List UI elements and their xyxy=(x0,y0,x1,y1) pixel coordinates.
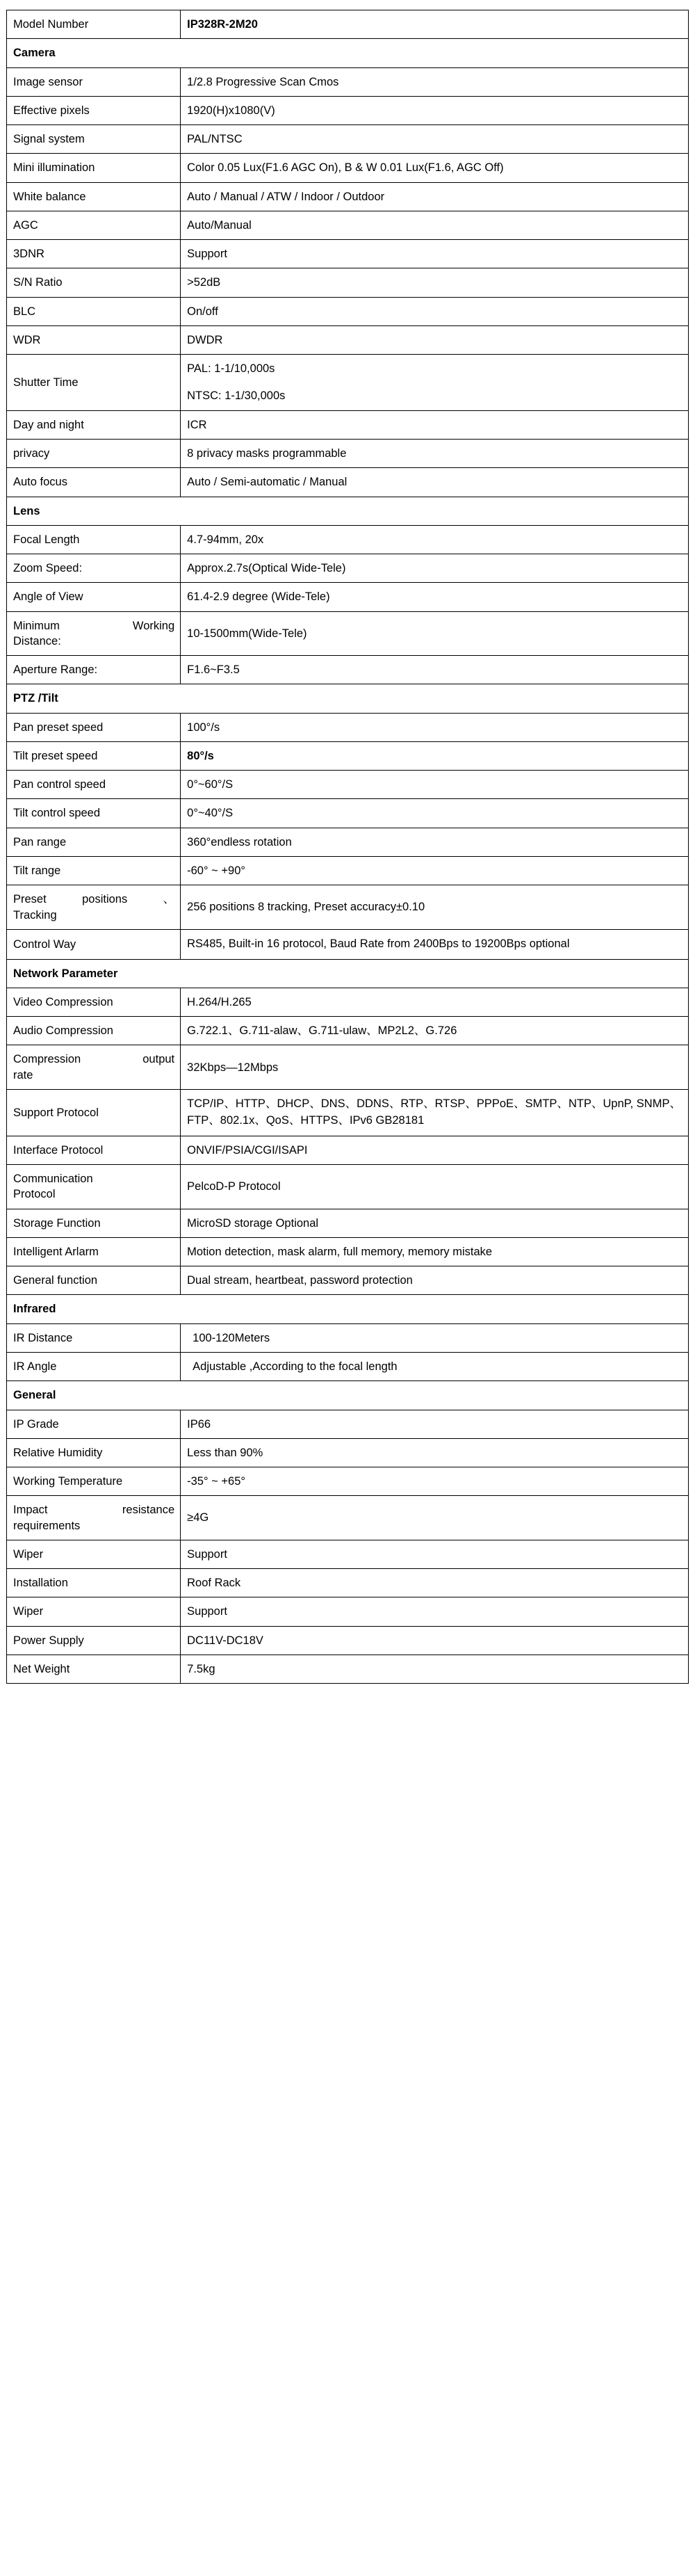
table-row xyxy=(7,10,689,39)
table-row xyxy=(7,240,689,268)
spec-value: Support xyxy=(181,240,689,268)
spec-value: PelcoD-P Protocol xyxy=(181,1165,689,1209)
spec-value: RS485, Built-in 16 protocol, Baud Rate from 2400Bps to 19200Bps optional xyxy=(181,929,689,959)
table-row xyxy=(7,1165,689,1209)
spec-value-line-1: PAL: 1-1/10,000s xyxy=(187,362,275,376)
spec-label: Auto focus xyxy=(7,468,181,497)
spec-value: 0°~40°/S xyxy=(181,799,689,828)
spec-value: IP66 xyxy=(181,1410,689,1438)
spec-label xyxy=(7,885,181,930)
table-row xyxy=(7,67,689,96)
spec-value: 360°endless rotation xyxy=(181,828,689,856)
spec-label: Video Compression xyxy=(7,988,181,1016)
spec-value: -35° ~ +65° xyxy=(181,1467,689,1496)
spec-value: MicroSD storage Optional xyxy=(181,1209,689,1237)
spec-value: 4.7-94mm, 20x xyxy=(181,525,689,554)
spec-value: -60° ~ +90° xyxy=(181,856,689,885)
table-row xyxy=(7,554,689,583)
spec-value: Less than 90% xyxy=(181,1438,689,1467)
spec-label: Day and night xyxy=(7,410,181,439)
spec-value: Auto/Manual xyxy=(181,211,689,239)
table-row xyxy=(7,1438,689,1467)
spec-value-line-2: NTSC: 1-1/30,000s xyxy=(187,389,286,403)
table-row xyxy=(7,611,689,656)
spec-label: Effective pixels xyxy=(7,96,181,124)
spec-value: 1/2.8 Progressive Scan Cmos xyxy=(181,67,689,96)
spec-label xyxy=(7,1045,181,1090)
table-row xyxy=(7,182,689,211)
spec-label: Audio Compression xyxy=(7,1017,181,1045)
spec-label: Zoom Speed: xyxy=(7,554,181,583)
table-row xyxy=(7,713,689,741)
section-heading: Infrared xyxy=(7,1295,689,1323)
table-row xyxy=(7,525,689,554)
spec-label: BLC xyxy=(7,297,181,325)
spec-value: >52dB xyxy=(181,268,689,297)
table-row xyxy=(7,1209,689,1237)
table-row xyxy=(7,1569,689,1597)
spec-value: 80°/s xyxy=(181,741,689,770)
spec-label-line-1: Impact resistance xyxy=(13,1504,175,1517)
spec-value: TCP/IP、HTTP、DHCP、DNS、DDNS、RTP、RTSP、PPPoE、SMTP、NTP、UpnP, SNMP、FTP、802.1x、QoS、HTTPS、IPv6 GB28181 xyxy=(181,1090,689,1136)
spec-value: Auto / Semi-automatic / Manual xyxy=(181,468,689,497)
spec-label: AGC xyxy=(7,211,181,239)
spec-label xyxy=(7,611,181,656)
spec-label: Angle of View xyxy=(7,583,181,611)
spec-label-line-1: Minimum Working xyxy=(13,619,175,632)
spec-label-line-1: Preset positions 、 xyxy=(13,893,175,906)
spec-value: Dual stream, heartbeat, password protection xyxy=(181,1266,689,1295)
spec-label: Focal Length xyxy=(7,525,181,554)
table-row xyxy=(7,1295,689,1323)
spec-label-line-1: Compression output xyxy=(13,1053,175,1066)
spec-value: 10-1500mm(Wide-Tele) xyxy=(181,611,689,656)
spec-value: DC11V-DC18V xyxy=(181,1626,689,1655)
spec-label-line-2: Tracking xyxy=(13,908,57,921)
spec-label: IR Angle xyxy=(7,1352,181,1380)
spec-label: Working Temperature xyxy=(7,1467,181,1496)
table-row xyxy=(7,1266,689,1295)
section-heading: General xyxy=(7,1381,689,1410)
section-heading: PTZ /Tilt xyxy=(7,684,689,713)
spec-value: 8 privacy masks programmable xyxy=(181,439,689,467)
spec-value: 32Kbps—12Mbps xyxy=(181,1045,689,1090)
table-row xyxy=(7,771,689,799)
spec-label: Tilt preset speed xyxy=(7,741,181,770)
spec-value: G.722.1、G.711-alaw、G.711-ulaw、MP2L2、G.726 xyxy=(181,1017,689,1045)
spec-value: Auto / Manual / ATW / Indoor / Outdoor xyxy=(181,182,689,211)
table-row xyxy=(7,959,689,988)
spec-label: Wiper xyxy=(7,1540,181,1568)
spec-label: Wiper xyxy=(7,1597,181,1626)
table-row xyxy=(7,1467,689,1496)
spec-label: Relative Humidity xyxy=(7,1438,181,1467)
specification-table xyxy=(6,10,689,1684)
table-row xyxy=(7,988,689,1016)
table-row xyxy=(7,828,689,856)
spec-label: 3DNR xyxy=(7,240,181,268)
spec-value: Approx.2.7s(Optical Wide-Tele) xyxy=(181,554,689,583)
spec-label: General function xyxy=(7,1266,181,1295)
spec-value xyxy=(181,355,689,411)
spec-label: White balance xyxy=(7,182,181,211)
table-row xyxy=(7,125,689,154)
spec-value: Motion detection, mask alarm, full memory, memory mistake xyxy=(181,1237,689,1266)
spec-label: WDR xyxy=(7,325,181,354)
spec-value: 256 positions 8 tracking, Preset accuracy±0.10 xyxy=(181,885,689,930)
table-row xyxy=(7,439,689,467)
spec-value: Support xyxy=(181,1597,689,1626)
spec-label: Mini illumination xyxy=(7,154,181,182)
spec-label: Signal system xyxy=(7,125,181,154)
table-row xyxy=(7,885,689,930)
table-row xyxy=(7,1597,689,1626)
specification-table-body xyxy=(7,10,689,1684)
table-row xyxy=(7,39,689,67)
spec-label-line-2: requirements xyxy=(13,1519,81,1532)
table-row xyxy=(7,1323,689,1352)
spec-value: IP328R-2M20 xyxy=(181,10,689,39)
spec-label-line-2: Protocol xyxy=(13,1188,56,1201)
table-row xyxy=(7,741,689,770)
spec-value: Roof Rack xyxy=(181,1569,689,1597)
section-heading: Lens xyxy=(7,497,689,525)
table-row xyxy=(7,929,689,959)
table-row xyxy=(7,1352,689,1380)
table-row xyxy=(7,1381,689,1410)
spec-label: S/N Ratio xyxy=(7,268,181,297)
table-row xyxy=(7,268,689,297)
table-row xyxy=(7,1045,689,1090)
spec-label: Power Supply xyxy=(7,1626,181,1655)
spec-label: Support Protocol xyxy=(7,1090,181,1136)
spec-label xyxy=(7,1496,181,1540)
spec-label: Tilt range xyxy=(7,856,181,885)
table-row xyxy=(7,154,689,182)
spec-value: 100-120Meters xyxy=(181,1323,689,1352)
table-row xyxy=(7,856,689,885)
spec-label: Image sensor xyxy=(7,67,181,96)
spec-value: 0°~60°/S xyxy=(181,771,689,799)
section-heading: Network Parameter xyxy=(7,959,689,988)
spec-value: 61.4-2.9 degree (Wide-Tele) xyxy=(181,583,689,611)
table-row xyxy=(7,211,689,239)
spec-label: IP Grade xyxy=(7,1410,181,1438)
table-row xyxy=(7,1136,689,1164)
spec-label: Net Weight xyxy=(7,1655,181,1683)
table-row xyxy=(7,355,689,411)
spec-label: Shutter Time xyxy=(7,355,181,411)
table-row xyxy=(7,1540,689,1568)
section-heading: Camera xyxy=(7,39,689,67)
spec-value: Adjustable ,According to the focal length xyxy=(181,1352,689,1380)
table-row xyxy=(7,96,689,124)
spec-label: privacy xyxy=(7,439,181,467)
table-row xyxy=(7,1017,689,1045)
table-row xyxy=(7,1410,689,1438)
spec-value: PAL/NTSC xyxy=(181,125,689,154)
spec-value: ONVIF/PSIA/CGI/ISAPI xyxy=(181,1136,689,1164)
spec-label: Installation xyxy=(7,1569,181,1597)
table-row xyxy=(7,656,689,684)
spec-value: DWDR xyxy=(181,325,689,354)
table-row xyxy=(7,799,689,828)
spec-label: Pan preset speed xyxy=(7,713,181,741)
spec-value: 1920(H)x1080(V) xyxy=(181,96,689,124)
table-row xyxy=(7,1496,689,1540)
spec-label: Aperture Range: xyxy=(7,656,181,684)
spec-label: Tilt control speed xyxy=(7,799,181,828)
table-row xyxy=(7,468,689,497)
spec-label: IR Distance xyxy=(7,1323,181,1352)
spec-label: Interface Protocol xyxy=(7,1136,181,1164)
spec-value: Support xyxy=(181,1540,689,1568)
spec-label-line-2: rate xyxy=(13,1068,33,1081)
spec-value: 100°/s xyxy=(181,713,689,741)
table-row xyxy=(7,497,689,525)
spec-value: ≥4G xyxy=(181,1496,689,1540)
spec-label xyxy=(7,1165,181,1209)
spec-value: 7.5kg xyxy=(181,1655,689,1683)
table-row xyxy=(7,410,689,439)
spec-value: F1.6~F3.5 xyxy=(181,656,689,684)
table-row xyxy=(7,297,689,325)
spec-value: H.264/H.265 xyxy=(181,988,689,1016)
table-row xyxy=(7,1655,689,1683)
table-row xyxy=(7,684,689,713)
spec-label-line-2: Distance: xyxy=(13,634,61,647)
spec-value: Color 0.05 Lux(F1.6 AGC On), B & W 0.01 Lux(F1.6, AGC Off) xyxy=(181,154,689,182)
spec-value: ICR xyxy=(181,410,689,439)
spec-label: Control Way xyxy=(7,929,181,959)
spec-label-line-1: Communication xyxy=(13,1173,93,1186)
table-row xyxy=(7,1090,689,1136)
spec-label: Model Number xyxy=(7,10,181,39)
spec-label: Pan control speed xyxy=(7,771,181,799)
spec-label: Pan range xyxy=(7,828,181,856)
spec-label: Storage Function xyxy=(7,1209,181,1237)
table-row xyxy=(7,1237,689,1266)
spec-value: On/off xyxy=(181,297,689,325)
table-row xyxy=(7,1626,689,1655)
spec-label: Intelligent Arlarm xyxy=(7,1237,181,1266)
table-row xyxy=(7,325,689,354)
table-row xyxy=(7,583,689,611)
